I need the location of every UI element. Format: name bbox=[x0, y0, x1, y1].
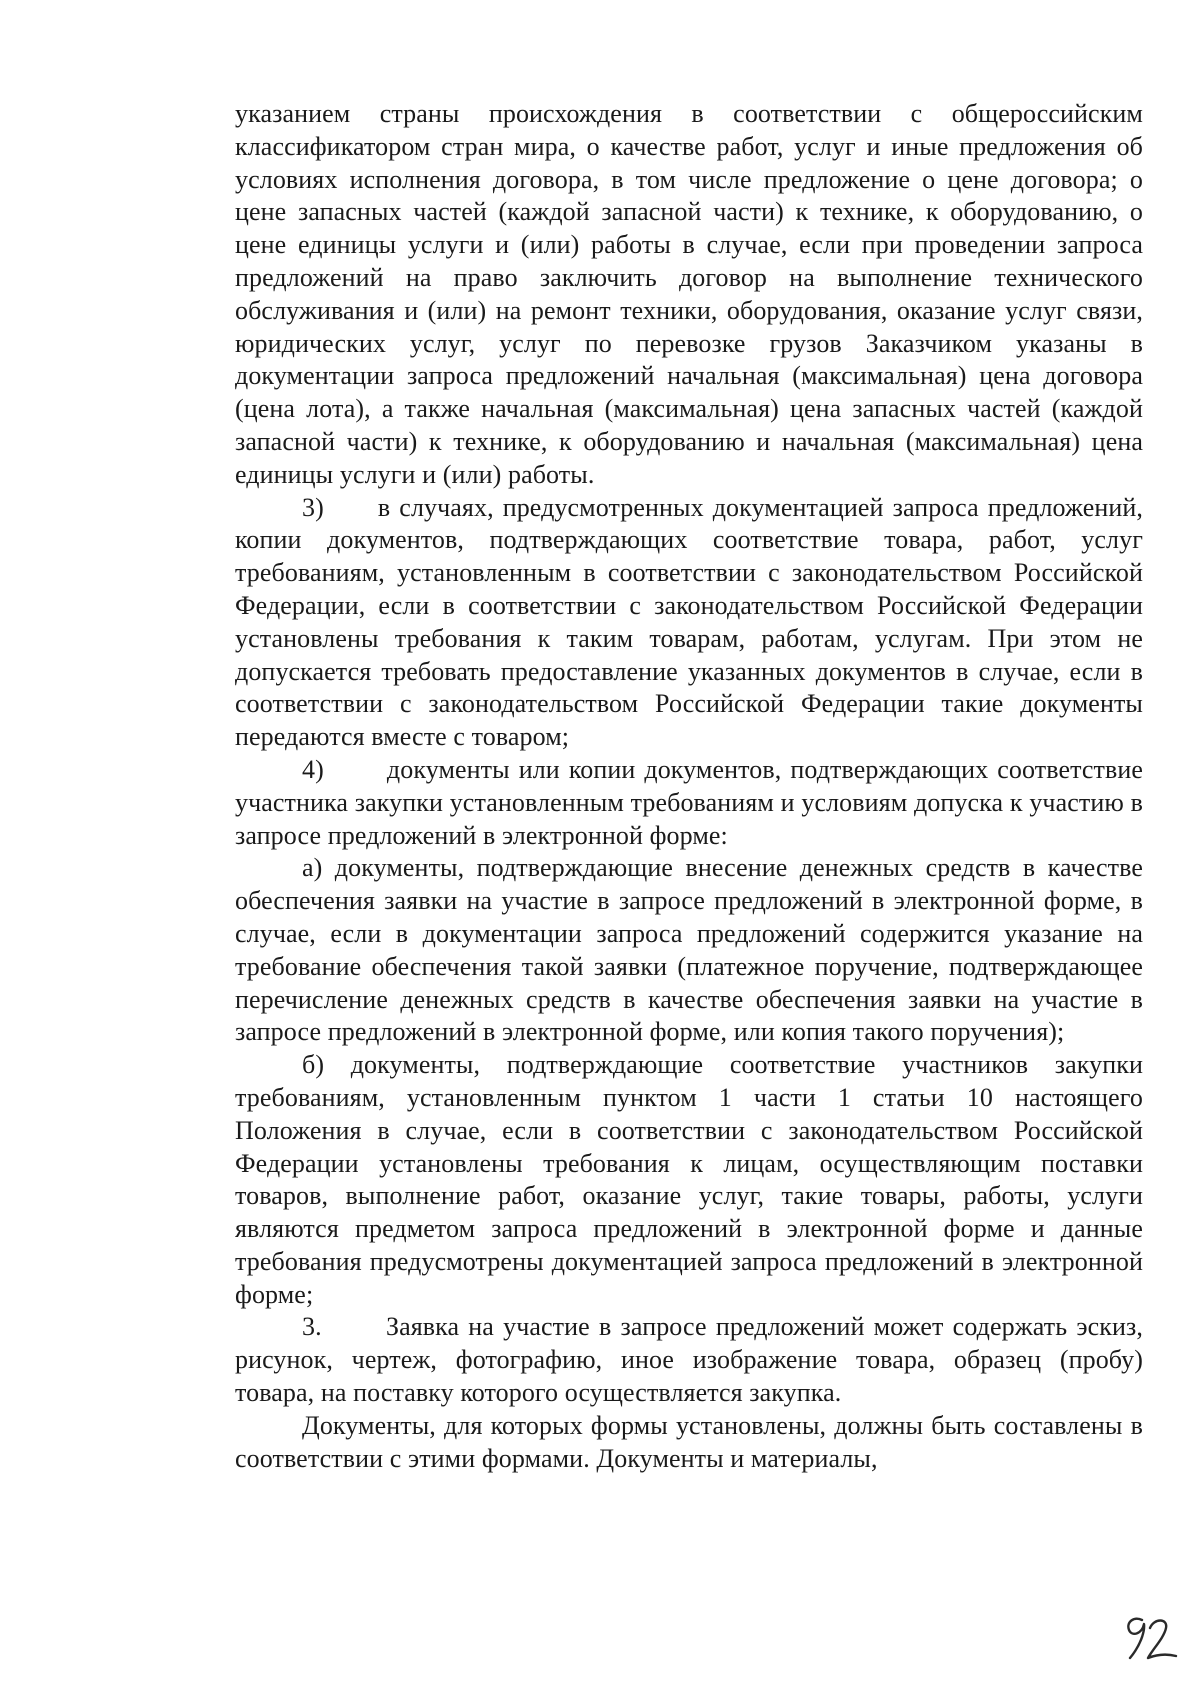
paragraph-continuation: указанием страны происхождения в соответствии с общероссийским классификатором стран мира, о качестве работ, услуг и иные предложения об условиях исполнения договора, в том числе предложение о цене договора; о цене запасных частей (каждой запасной части) к технике, к оборудованию, о цене единицы услуги и (или) работы в случае, если при проведении запроса предложений на право заключить договор на выполнение технического обслуживания и (или) на ремонт техники, оборудования, оказание услуг связи, юридических услуг, услуг по перевозке грузов Заказчиком указаны в документации запроса предложений начальная (максимальная) цена договора (цена лота), а также начальная (максимальная) цена запасных частей (каждой запасной части) к технике, к оборудованию и начальная (максимальная) цена единицы услуги и (или) работы. bbox=[235, 99, 1143, 489]
paragraph-documents: Документы, для которых формы установлены, должны быть составлены в соответствии с этими формами. Документы и материалы, bbox=[235, 1410, 1143, 1473]
paragraph-section-3: 3. Заявка на участие в запросе предложений может содержать эскиз, рисунок, чертеж, фотографию, иное изображение товара, образец (пробу) товара, на поставку которого осуществляется закупка. bbox=[235, 1312, 1143, 1408]
paragraph-subitem-a: а) документы, подтверждающие внесение денежных средств в качестве обеспечения заявки на участие в запросе предложений в электронной форме, в случае, если в документации запроса предложений содержится указание на требование обеспечения такой заявки (платежное поручение, подтверждающее перечисление денежных средств в качестве обеспечения заявки на участие в запросе предложений в электронной форме, или копия такого поручения); bbox=[235, 853, 1143, 1047]
document-body bbox=[235, 98, 1143, 1475]
paragraph-item-3: 3) в случаях, предусмотренных документацией запроса предложений, копии документов, подтверждающих соответствие товара, работ, услуг требованиям, установленным в соответствии с законодательством Российской Федерации, если в соответствии с законодательством Российской Федерации установлены требования к таким товарам, работам, услугам. При этом не допускается требовать предоставление указанных документов в случае, если в соответствии с законодательством Российской Федерации такие документы передаются вместе с товаром; bbox=[235, 492, 1143, 752]
paragraph-item-4: 4) документы или копии документов, подтверждающих соответствие участника закупки установленным требованиям и условиям допуска к участию в запросе предложений в электронной форме: bbox=[235, 754, 1143, 850]
handwritten-page-number bbox=[1120, 1612, 1180, 1667]
paragraph-subitem-b: б) документы, подтверждающие соответствие участников закупки требованиям, установленным пунктом 1 части 1 статьи 10 настоящего Положения в случае, если в соответствии с законодательством Российской Федерации установлены требования к лицам, осуществляющим поставки товаров, выполнение работ, оказание услуг, такие товары, работы, услуги являются предметом запроса предложений в электронной форме и данные требования предусмотрены документацией запроса предложений в электронной форме; bbox=[235, 1050, 1143, 1309]
